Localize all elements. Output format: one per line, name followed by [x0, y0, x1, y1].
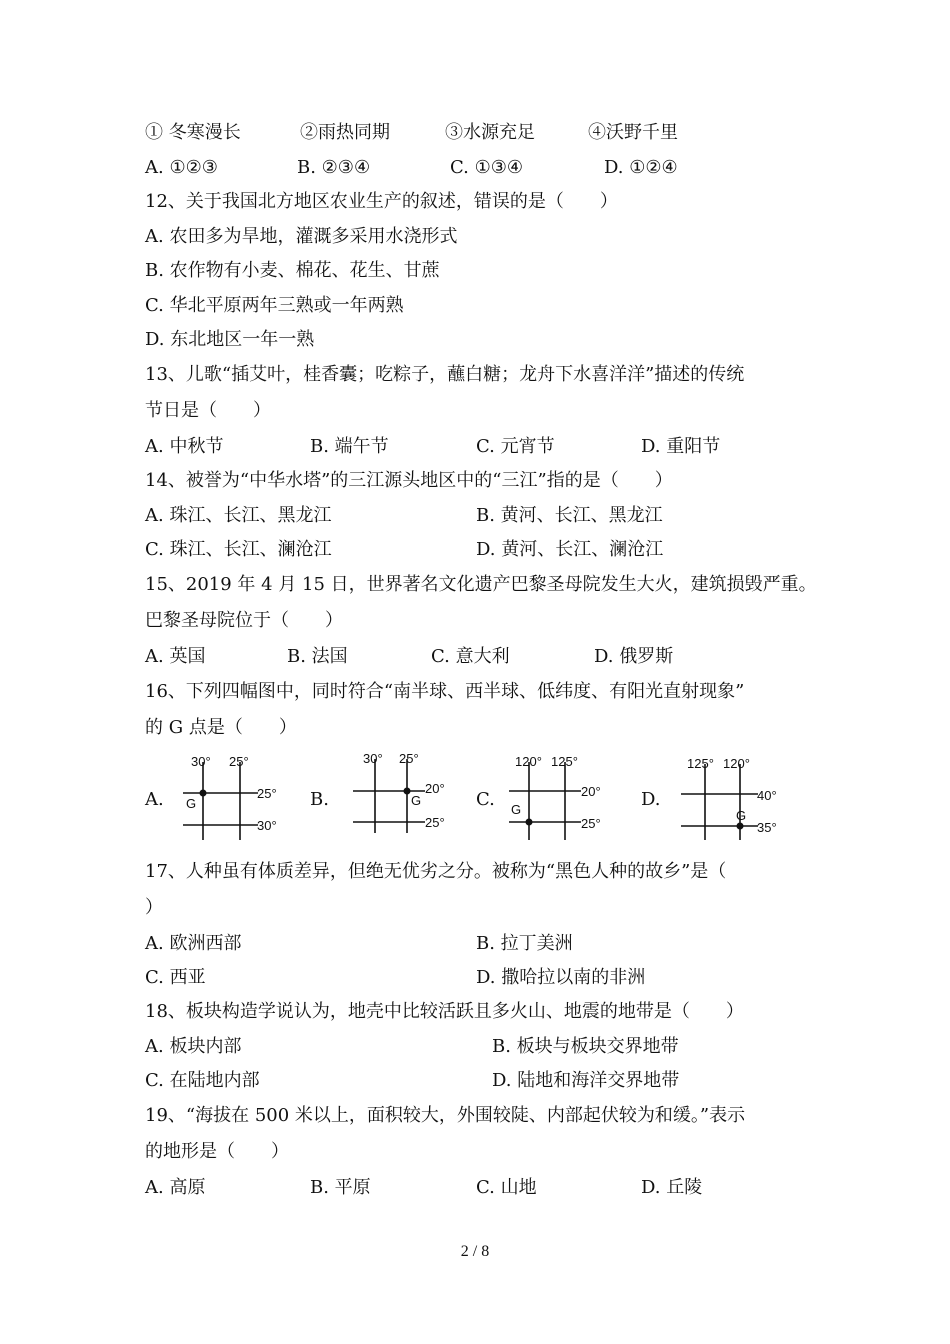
- diagram-b-g-label: G: [411, 793, 422, 808]
- diagram-c-top-left-label: 120°: [515, 754, 542, 769]
- q15-stem-line-1: 15、2019 年 4 月 15 日，世界著名文化遗产巴黎圣母院发生大火，建筑损毁严重。: [145, 574, 817, 595]
- q11-item-3: ③水源充足: [445, 122, 535, 143]
- q19-stem-line-1: 19、“海拔在 500 米以上，面积较大，外围较陡、内部起伏较为和缓。”表示: [145, 1105, 746, 1126]
- q16-stem-line-1: 16、下列四幅图中，同时符合“南半球、西半球、低纬度、有阳光直射现象”: [145, 681, 745, 702]
- q16-option-d-letter: D.: [641, 789, 661, 810]
- diagram-b-top-left-label: 30°: [363, 751, 383, 766]
- q15-stem-line-2: 巴黎圣母院位于（ ）: [145, 610, 343, 631]
- q11-item-1: ① 冬寒漫长: [145, 122, 241, 143]
- q18-option-c: C. 在陆地内部: [145, 1070, 260, 1091]
- q12-option-d: D. 东北地区一年一熟: [145, 329, 315, 350]
- q17-option-c: C. 西亚: [145, 967, 206, 988]
- diagram-b-point-g: [404, 788, 411, 795]
- q12-option-c: C. 华北平原两年三熟或一年两熟: [145, 295, 404, 316]
- diagram-c-point-g: [526, 819, 533, 826]
- q17-option-b: B. 拉丁美洲: [476, 933, 573, 954]
- q16-diagram-d: [673, 750, 793, 849]
- q13-stem-line-1: 13、儿歌“插艾叶，桂香囊；吃粽子，蘸白糖；龙舟下水喜洋洋”描述的传统: [145, 364, 745, 385]
- q16-diagram-a: [175, 748, 295, 847]
- q12-stem: 12、关于我国北方地区农业生产的叙述，错误的是（ ）: [145, 191, 618, 212]
- q11-option-d: D. ①②④: [604, 157, 678, 178]
- q13-option-a: A. 中秋节: [145, 436, 224, 457]
- q16-option-b-letter: B.: [310, 789, 329, 810]
- q14-option-a: A. 珠江、长江、黑龙江: [145, 505, 332, 526]
- diagram-d-right-lower-label: 35°: [757, 820, 777, 835]
- diagram-d-g-label: G: [736, 808, 747, 823]
- q14-option-c: C. 珠江、长江、澜沧江: [145, 539, 332, 560]
- q15-option-b: B. 法国: [287, 646, 348, 667]
- q18-option-b: B. 板块与板块交界地带: [492, 1036, 679, 1057]
- q16-diagram-b: [345, 745, 465, 844]
- q17-option-a: A. 欧洲西部: [145, 933, 242, 954]
- q14-option-d: D. 黄河、长江、澜沧江: [476, 539, 664, 560]
- q16-option-c-letter: C.: [476, 789, 495, 810]
- q14-stem: 14、被誉为“中华水塔”的三江源头地区中的“三江”指的是（ ）: [145, 470, 673, 491]
- page-number: 2 / 8: [460, 1243, 490, 1260]
- q11-item-2: ②雨热同期: [300, 122, 390, 143]
- diagram-c-right-lower-label: 25°: [581, 816, 601, 831]
- diagram-c-top-right-label: 125°: [551, 754, 578, 769]
- q13-option-b: B. 端午节: [310, 436, 389, 457]
- q13-option-d: D. 重阳节: [641, 436, 721, 457]
- q12-option-a: A. 农田多为旱地，灌溉多采用水浇形式: [145, 226, 458, 247]
- diagram-a-right-upper-label: 25°: [257, 786, 277, 801]
- q16-diagram-c: [503, 748, 623, 847]
- diagram-d-top-right-label: 120°: [723, 756, 750, 771]
- q19-option-b: B. 平原: [310, 1177, 371, 1198]
- q19-option-a: A. 高原: [145, 1177, 206, 1198]
- diagram-b-right-lower-label: 25°: [425, 815, 445, 830]
- diagram-b-right-upper-label: 20°: [425, 781, 445, 796]
- q14-option-b: B. 黄河、长江、黑龙江: [476, 505, 663, 526]
- q15-option-a: A. 英国: [145, 646, 206, 667]
- q11-option-b: B. ②③④: [297, 157, 371, 178]
- q15-option-d: D. 俄罗斯: [594, 646, 674, 667]
- q13-option-c: C. 元宵节: [476, 436, 555, 457]
- q13-stem-line-2: 节日是（ ）: [145, 400, 271, 421]
- q11-option-a: A. ①②③: [145, 157, 218, 178]
- q16-option-a-letter: A.: [145, 789, 164, 810]
- q19-stem-line-2: 的地形是（ ）: [145, 1141, 289, 1162]
- diagram-c-g-label: G: [511, 802, 522, 817]
- q17-option-d: D. 撒哈拉以南的非洲: [476, 967, 646, 988]
- diagram-a-point-g: [200, 790, 207, 797]
- q19-option-d: D. 丘陵: [641, 1177, 703, 1198]
- diagram-d-point-g: [737, 823, 744, 830]
- q18-stem: 18、板块构造学说认为，地壳中比较活跃且多火山、地震的地带是（ ）: [145, 1001, 744, 1022]
- q17-stem-line-2: ）: [145, 897, 163, 918]
- diagram-a-top-right-label: 25°: [229, 754, 249, 769]
- diagram-a-top-left-label: 30°: [191, 754, 211, 769]
- diagram-a-g-label: G: [186, 796, 197, 811]
- q17-stem-line-1: 17、人种虽有体质差异，但绝无优劣之分。被称为“黑色人种的故乡”是（: [145, 861, 727, 882]
- q15-option-c: C. 意大利: [431, 646, 510, 667]
- q11-option-c: C. ①③④: [450, 157, 523, 178]
- q18-option-d: D. 陆地和海洋交界地带: [492, 1070, 680, 1091]
- q11-item-4: ④沃野千里: [588, 122, 678, 143]
- diagram-d-right-upper-label: 40°: [757, 788, 777, 803]
- q19-option-c: C. 山地: [476, 1177, 537, 1198]
- q12-option-b: B. 农作物有小麦、棉花、花生、甘蔗: [145, 260, 440, 281]
- diagram-d-top-left-label: 125°: [687, 756, 714, 771]
- diagram-a-right-lower-label: 30°: [257, 818, 277, 833]
- q18-option-a: A. 板块内部: [145, 1036, 242, 1057]
- q16-stem-line-2: 的 G 点是（ ）: [145, 717, 297, 738]
- diagram-b-top-right-label: 25°: [399, 751, 419, 766]
- diagram-c-right-upper-label: 20°: [581, 784, 601, 799]
